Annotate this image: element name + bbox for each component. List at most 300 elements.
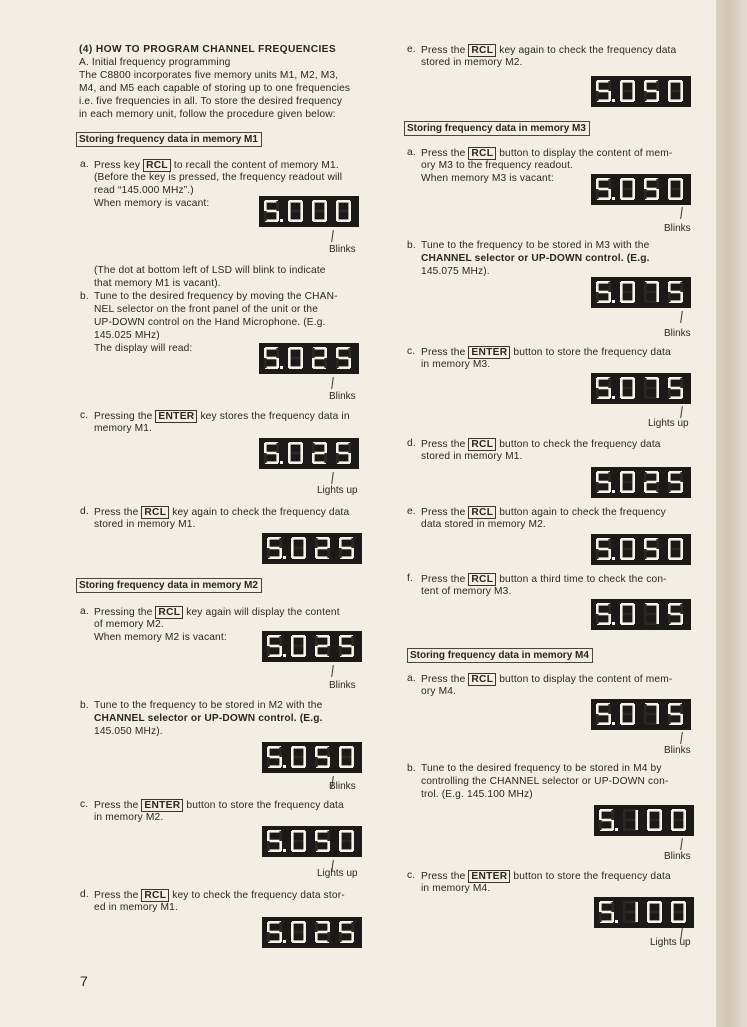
intro-line-4: in each memory unit, follow the procedure given below: xyxy=(79,109,336,120)
step-text: Tune to the desired frequency to be stored in M4 by xyxy=(421,763,662,774)
step-text: UP-DOWN control on the Hand Microphone. (E.g. xyxy=(94,317,326,328)
lcd-segment xyxy=(340,849,353,852)
lcd-decimal-point xyxy=(612,722,615,725)
lcd-segment xyxy=(289,357,302,360)
lcd-decimal-point xyxy=(615,920,618,923)
lcd-segment xyxy=(672,901,685,904)
lcd-segment xyxy=(315,747,318,757)
lcd-segment xyxy=(265,452,278,455)
step-text: When memory M3 is vacant: xyxy=(421,173,554,184)
caption-lights-up: Lights up xyxy=(317,868,358,879)
lcd-digits xyxy=(591,277,691,308)
lcd-segment xyxy=(348,443,351,453)
lcd-segment xyxy=(337,347,350,350)
lcd-segment xyxy=(621,548,634,551)
lcd-segment xyxy=(624,901,637,904)
lcd-segment xyxy=(597,490,610,493)
intro-line-2: M4, and M5 each capable of storing up to one frequencies xyxy=(79,83,351,94)
lcd-segment xyxy=(291,757,294,767)
step-label: c. xyxy=(80,410,89,421)
lcd-segment xyxy=(597,188,610,191)
lcd-segment xyxy=(645,481,658,484)
lcd-segment xyxy=(264,348,267,358)
lcd-segment xyxy=(596,292,599,302)
lcd-segment xyxy=(680,292,683,302)
lcd-segment xyxy=(339,922,342,932)
lcd-segment xyxy=(656,704,659,714)
lcd-segment xyxy=(351,747,354,757)
rcl-key: RCL xyxy=(155,606,183,619)
lcd-segment xyxy=(656,189,659,199)
lcd-segment xyxy=(621,188,634,191)
lcd-segment xyxy=(292,921,305,924)
lcd-segment xyxy=(265,366,278,369)
lcd-segment xyxy=(624,911,637,914)
lcd-segment xyxy=(671,902,674,912)
lcd-segment xyxy=(680,604,683,614)
lcd-segment xyxy=(623,810,626,820)
lcd-segment xyxy=(608,482,611,492)
lcd-display xyxy=(594,897,694,928)
lcd-segment xyxy=(268,556,281,559)
lcd-segment xyxy=(276,358,279,368)
lcd-segment xyxy=(596,604,599,614)
lcd-segment xyxy=(597,387,610,390)
lcd-segment xyxy=(336,201,339,211)
lcd-segment xyxy=(268,765,281,768)
lcd-segment xyxy=(669,722,682,725)
lcd-segment xyxy=(315,548,318,558)
lcd-segment xyxy=(316,654,329,657)
lcd-display xyxy=(262,631,362,662)
lcd-segment xyxy=(683,902,686,912)
lcd-segment xyxy=(635,820,638,830)
page-edge xyxy=(716,0,747,1027)
lcd-segment xyxy=(596,388,599,398)
lcd-segment xyxy=(645,538,658,541)
step-label: f. xyxy=(407,573,413,584)
lcd-segment xyxy=(608,179,611,189)
lcd-segment xyxy=(324,443,327,453)
lcd-segment xyxy=(597,713,610,716)
lcd-segment xyxy=(288,201,291,211)
step-label: d. xyxy=(80,889,89,900)
lcd-segment xyxy=(632,378,635,388)
lcd-display xyxy=(591,76,691,107)
lcd-segment xyxy=(620,91,623,101)
lcd-segment xyxy=(268,830,281,833)
step-label: a. xyxy=(80,606,89,617)
lcd-segment xyxy=(621,90,634,93)
lcd-segment xyxy=(669,387,682,390)
lcd-segment xyxy=(600,809,613,812)
lcd-segment xyxy=(264,453,267,463)
lcd-segment xyxy=(597,90,610,93)
lcd-digits xyxy=(591,373,691,404)
lcd-segment xyxy=(668,189,671,199)
lcd-segment xyxy=(632,549,635,559)
lcd-segment xyxy=(644,539,647,549)
lcd-segment xyxy=(620,292,623,302)
lcd-segment xyxy=(656,179,659,189)
lcd-segment xyxy=(644,482,647,492)
step-text: tent of memory M3. xyxy=(421,586,512,597)
lcd-segment xyxy=(265,357,278,360)
lcd-segment xyxy=(644,472,647,482)
lcd-segment xyxy=(632,179,635,189)
lcd-segment xyxy=(645,722,658,725)
step-label: b. xyxy=(80,700,89,711)
lcd-segment xyxy=(621,538,634,541)
lcd-segment xyxy=(659,820,662,830)
lcd-segment xyxy=(632,614,635,624)
lcd-segment xyxy=(669,99,682,102)
lcd-segment xyxy=(620,614,623,624)
lcd-segment xyxy=(608,292,611,302)
lcd-segment xyxy=(316,849,329,852)
lcd-segment xyxy=(268,756,281,759)
lcd-segment xyxy=(351,646,354,656)
lcd-segment xyxy=(276,348,279,358)
lcd-segment xyxy=(599,820,602,830)
lcd-display xyxy=(259,196,359,227)
step-text: Press the ENTER button to store the frequency data xyxy=(421,871,671,882)
lcd-segment xyxy=(268,537,281,540)
lcd-segment xyxy=(668,539,671,549)
lcd-segment xyxy=(645,713,658,716)
lcd-segment xyxy=(668,91,671,101)
lcd-segment xyxy=(267,932,270,942)
step-text: ory M4. xyxy=(421,686,457,697)
lcd-digits xyxy=(591,534,691,565)
lcd-segment xyxy=(348,348,351,358)
lcd-segment xyxy=(645,622,658,625)
lcd-segment xyxy=(608,378,611,388)
lcd-segment xyxy=(279,747,282,757)
lcd-digits xyxy=(594,897,694,928)
lcd-segment xyxy=(620,282,623,292)
lcd-segment xyxy=(669,300,682,303)
lcd-segment xyxy=(292,746,305,749)
lcd-segment xyxy=(632,189,635,199)
lcd-segment xyxy=(644,91,647,101)
caption-blinks: Blinks xyxy=(664,223,691,234)
lcd-segment xyxy=(632,482,635,492)
lcd-segment xyxy=(268,635,281,638)
step-label: b. xyxy=(407,763,416,774)
lcd-segment xyxy=(267,636,270,646)
lcd-segment xyxy=(669,490,682,493)
lcd-segment xyxy=(327,747,330,757)
lcd-segment xyxy=(336,443,339,453)
lcd-segment xyxy=(288,348,291,358)
lcd-segment xyxy=(292,830,305,833)
lcd-segment xyxy=(644,714,647,724)
section-title-m2: Storing frequency data in memory M2 xyxy=(76,578,262,593)
step-text: Press the RCL button a third time to check the con- xyxy=(421,574,667,585)
lcd-segment xyxy=(336,348,339,358)
lcd-segment xyxy=(680,378,683,388)
lcd-segment xyxy=(316,746,329,749)
lcd-segment xyxy=(656,549,659,559)
lcd-segment xyxy=(268,940,281,943)
lcd-segment xyxy=(680,614,683,624)
lcd-segment xyxy=(276,453,279,463)
lcd-segment xyxy=(632,472,635,482)
lcd-segment xyxy=(600,828,613,831)
lcd-segment xyxy=(337,200,350,203)
lcd-segment xyxy=(291,538,294,548)
lcd-segment xyxy=(624,828,637,831)
lcd-segment xyxy=(671,912,674,922)
lcd-segment xyxy=(268,547,281,550)
lcd-segment xyxy=(313,442,326,445)
lcd-segment xyxy=(680,714,683,724)
lcd-segment xyxy=(599,810,602,820)
lcd-segment xyxy=(645,281,658,284)
lcd-digits xyxy=(259,343,359,374)
step-label: a. xyxy=(80,159,89,170)
enter-key: ENTER xyxy=(468,870,510,883)
step-text: Tune to the frequency to be stored in M2 with the xyxy=(94,700,323,711)
lcd-segment xyxy=(291,636,294,646)
lcd-segment xyxy=(339,538,342,548)
lcd-segment xyxy=(621,197,634,200)
lcd-segment xyxy=(312,443,315,453)
lcd-segment xyxy=(596,714,599,724)
caption-blinks: Blinks xyxy=(329,680,356,691)
rcl-key: RCL xyxy=(468,44,496,57)
lcd-segment xyxy=(596,614,599,624)
lcd-segment xyxy=(340,765,353,768)
lcd-segment xyxy=(644,388,647,398)
rcl-key: RCL xyxy=(468,506,496,519)
lcd-decimal-point xyxy=(283,654,286,657)
lcd-segment xyxy=(316,756,329,759)
step-label: b. xyxy=(80,291,89,302)
section-title-m3: Storing frequency data in memory M3 xyxy=(404,121,590,136)
step-text: read “145.000 MHz”.) xyxy=(94,185,194,196)
lcd-segment xyxy=(327,757,330,767)
lcd-segment xyxy=(351,841,354,851)
lcd-segment xyxy=(669,188,682,191)
caption-blinks: Blinks xyxy=(664,328,691,339)
lcd-segment xyxy=(597,197,610,200)
lcd-segment xyxy=(669,557,682,560)
lcd-segment xyxy=(672,920,685,923)
lcd-segment xyxy=(291,548,294,558)
lcd-segment xyxy=(671,810,674,820)
lcd-segment xyxy=(265,442,278,445)
lcd-segment xyxy=(671,820,674,830)
step-text: controlling the CHANNEL selector or UP-DOWN con- xyxy=(421,776,669,787)
lcd-segment xyxy=(303,831,306,841)
lcd-segment xyxy=(596,91,599,101)
lcd-digits xyxy=(591,467,691,498)
lcd-segment xyxy=(313,357,326,360)
lcd-segment xyxy=(632,292,635,302)
lcd-segment xyxy=(668,482,671,492)
lcd-segment xyxy=(268,645,281,648)
lcd-decimal-point xyxy=(612,300,615,303)
lcd-segment xyxy=(327,548,330,558)
step-text: stored in memory M1. xyxy=(94,519,196,530)
lcd-segment xyxy=(597,622,610,625)
caption-blinks: Blinks xyxy=(329,781,356,792)
lcd-segment xyxy=(303,636,306,646)
rcl-key: RCL xyxy=(141,889,169,902)
lcd-segment xyxy=(348,453,351,463)
lcd-segment xyxy=(621,377,634,380)
lcd-segment xyxy=(327,932,330,942)
caption-blinks: Blinks xyxy=(664,745,691,756)
lcd-segment xyxy=(316,547,329,550)
lcd-segment xyxy=(632,388,635,398)
lcd-segment xyxy=(291,646,294,656)
lcd-segment xyxy=(312,211,315,221)
lcd-display xyxy=(259,343,359,374)
lcd-segment xyxy=(315,831,318,841)
lcd-segment xyxy=(621,490,634,493)
lcd-segment xyxy=(645,387,658,390)
lcd-display xyxy=(262,826,362,857)
lcd-segment xyxy=(327,646,330,656)
lcd-digits xyxy=(591,699,691,730)
lcd-segment xyxy=(267,747,270,757)
rcl-key: RCL xyxy=(143,159,171,172)
lcd-segment xyxy=(327,922,330,932)
lcd-segment xyxy=(608,614,611,624)
lcd-segment xyxy=(669,291,682,294)
lcd-segment xyxy=(292,840,305,843)
lcd-segment xyxy=(597,99,610,102)
lcd-segment xyxy=(292,765,305,768)
lcd-segment xyxy=(669,197,682,200)
lcd-display xyxy=(591,699,691,730)
lcd-segment xyxy=(268,921,281,924)
lcd-segment xyxy=(279,932,282,942)
lcd-segment xyxy=(645,490,658,493)
lcd-decimal-point xyxy=(612,99,615,102)
lcd-segment xyxy=(656,714,659,724)
lcd-segment xyxy=(683,820,686,830)
lcd-segment xyxy=(683,912,686,922)
lcd-segment xyxy=(669,90,682,93)
lcd-segment xyxy=(668,81,671,91)
rcl-key: RCL xyxy=(468,147,496,160)
lcd-segment xyxy=(645,396,658,399)
lcd-segment xyxy=(680,81,683,91)
intro-line-3: i.e. five frequencies in all. To store the desired frequency xyxy=(79,96,343,107)
lcd-segment xyxy=(289,442,302,445)
lcd-segment xyxy=(645,300,658,303)
lcd-segment xyxy=(313,210,326,213)
section-heading: (4) HOW TO PROGRAM CHANNEL FREQUENCIES xyxy=(79,44,337,55)
lcd-segment xyxy=(659,912,662,922)
lcd-segment xyxy=(659,810,662,820)
lcd-segment xyxy=(600,920,613,923)
step-text: Pressing the RCL key again will display the content xyxy=(94,607,340,618)
lcd-segment xyxy=(621,603,634,606)
lcd-segment xyxy=(620,714,623,724)
lcd-segment xyxy=(327,831,330,841)
lcd-segment xyxy=(620,81,623,91)
lcd-segment xyxy=(337,357,350,360)
lcd-segment xyxy=(303,548,306,558)
lcd-segment xyxy=(620,604,623,614)
caption-lights-up: Lights up xyxy=(317,485,358,496)
step-text: NEL selector on the front panel of the unit or the xyxy=(94,304,319,315)
lcd-segment xyxy=(668,604,671,614)
lcd-decimal-point xyxy=(612,197,615,200)
lcd-segment xyxy=(292,940,305,943)
lcd-segment xyxy=(632,714,635,724)
lcd-segment xyxy=(611,820,614,830)
lcd-segment xyxy=(597,471,610,474)
lcd-segment xyxy=(621,281,634,284)
lcd-segment xyxy=(648,901,661,904)
step-text: Press the RCL key to check the frequency data stor- xyxy=(94,890,345,901)
lcd-display xyxy=(262,533,362,564)
lcd-segment xyxy=(596,704,599,714)
lcd-segment xyxy=(279,636,282,646)
lcd-segment xyxy=(596,539,599,549)
lcd-segment xyxy=(669,178,682,181)
lcd-segment xyxy=(339,747,342,757)
lcd-segment xyxy=(635,902,638,912)
lcd-segment xyxy=(315,841,318,851)
lcd-segment xyxy=(621,481,634,484)
lcd-segment xyxy=(597,703,610,706)
step-label: d. xyxy=(407,438,416,449)
lcd-segment xyxy=(340,756,353,759)
lcd-digits xyxy=(259,438,359,469)
lcd-segment xyxy=(340,840,353,843)
lcd-segment xyxy=(680,472,683,482)
lcd-decimal-point xyxy=(283,940,286,943)
caption-lights-up: Lights up xyxy=(648,418,689,429)
lcd-segment xyxy=(291,747,294,757)
lcd-segment xyxy=(680,549,683,559)
step-text: 145.025 MHz) xyxy=(94,330,160,341)
lcd-segment xyxy=(348,201,351,211)
lcd-segment xyxy=(597,80,610,83)
lcd-segment xyxy=(644,282,647,292)
lcd-segment xyxy=(597,481,610,484)
lcd-segment xyxy=(669,713,682,716)
lcd-segment xyxy=(289,200,302,203)
section-title-m1: Storing frequency data in memory M1 xyxy=(76,132,262,147)
step-text: CHANNEL selector or UP-DOWN control. (E.g. xyxy=(94,713,323,724)
lcd-segment xyxy=(265,219,278,222)
lcd-segment xyxy=(265,347,278,350)
lcd-segment xyxy=(336,358,339,368)
lcd-segment xyxy=(337,442,350,445)
lcd-segment xyxy=(348,211,351,221)
lcd-segment xyxy=(336,211,339,221)
lcd-segment xyxy=(315,922,318,932)
lcd-segment xyxy=(300,201,303,211)
lcd-segment xyxy=(600,911,613,914)
lcd-segment xyxy=(669,703,682,706)
lcd-display xyxy=(594,805,694,836)
step-text: of memory M2. xyxy=(94,619,164,630)
lcd-segment xyxy=(597,291,610,294)
lcd-segment xyxy=(596,189,599,199)
lcd-segment xyxy=(680,539,683,549)
lcd-segment xyxy=(623,820,626,830)
step-text: Press the RCL key again to check the frequency data xyxy=(421,45,677,56)
